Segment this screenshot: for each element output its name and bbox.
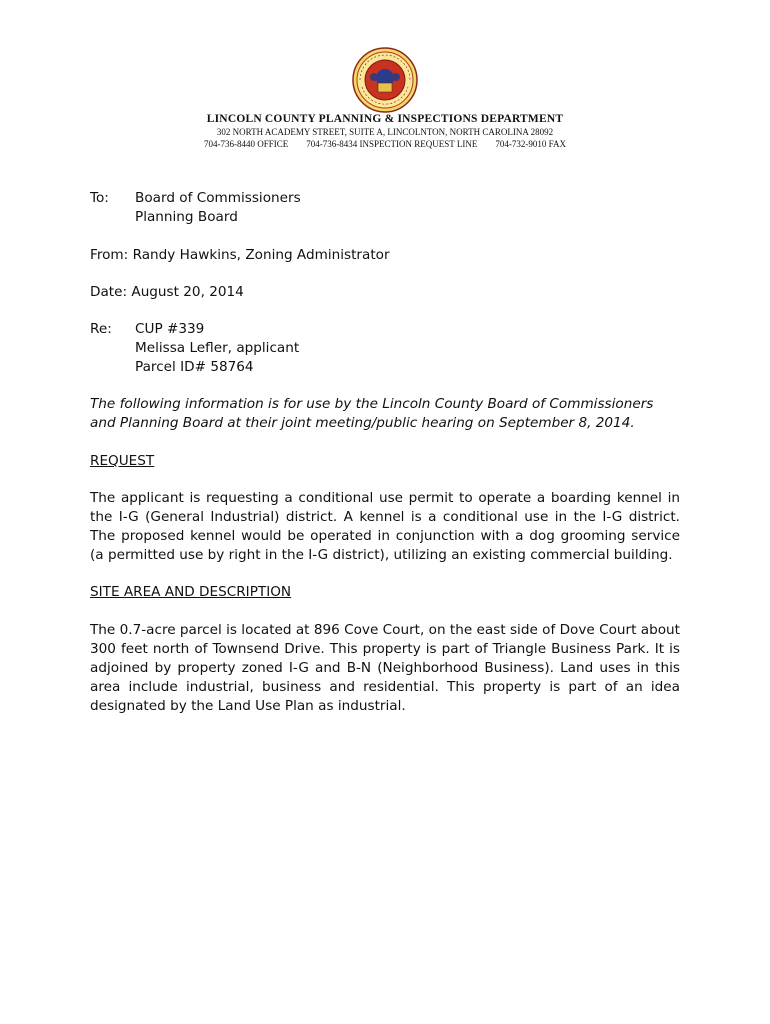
re-subject xyxy=(135,320,299,377)
to-recipient: Planning Board xyxy=(135,209,238,225)
re-line: CUP #339 xyxy=(135,321,205,337)
re-label: Re: xyxy=(90,321,112,337)
inspection-phone: 704-736-8434 INSPECTION REQUEST LINE xyxy=(306,139,478,149)
section-text-request: The applicant is requesting a conditional use permit to operate a boarding kennel in the I-G (General Industrial) district. A kennel is a conditional use in the I-G district. The proposed kennel would be operated in conjunction with a dog grooming service (a permitted use by right in the I-G district), utilizing an existing commercial building. xyxy=(90,490,680,563)
department-phones xyxy=(0,139,770,149)
county-seal-icon xyxy=(352,47,418,113)
fax-number: 704-732-9010 FAX xyxy=(495,139,566,149)
from-line: From: Randy Hawkins, Zoning Administrator xyxy=(90,247,390,263)
date-line: Date: August 20, 2014 xyxy=(90,284,244,300)
office-phone: 704-736-8440 OFFICE xyxy=(204,139,289,149)
to-label: To: xyxy=(90,190,109,206)
section-heading-site-area: SITE AREA AND DESCRIPTION xyxy=(90,584,292,600)
re-line: Parcel ID# 58764 xyxy=(135,359,254,375)
section-heading-request: REQUEST xyxy=(90,453,155,469)
intro-paragraph: The following information is for use by the Lincoln County Board of Commissioners and Planning Board at their joint meeting/public hearing on September 8, 2014. xyxy=(90,396,654,431)
section-text-site-area: The 0.7-acre parcel is located at 896 Cove Court, on the east side of Dove Court about 300 feet north of Townsend Drive. This property is part of Triangle Business Park. It is adjoined by property zoned I-G and B-N (Neighborhood Business). Land uses in this area include industrial, business and residential. This property is part of an idea designated by the Land Use Plan as industrial. xyxy=(90,622,680,714)
to-recipients xyxy=(135,189,301,227)
re-line: Melissa Lefler, applicant xyxy=(135,340,300,356)
department-address: 302 NORTH ACADEMY STREET, SUITE A, LINCOLNTON, NORTH CAROLINA 28092 xyxy=(216,127,554,137)
department-name: LINCOLN COUNTY PLANNING & INSPECTIONS DEPARTMENT xyxy=(206,113,564,125)
to-recipient: Board of Commissioners xyxy=(135,190,301,206)
